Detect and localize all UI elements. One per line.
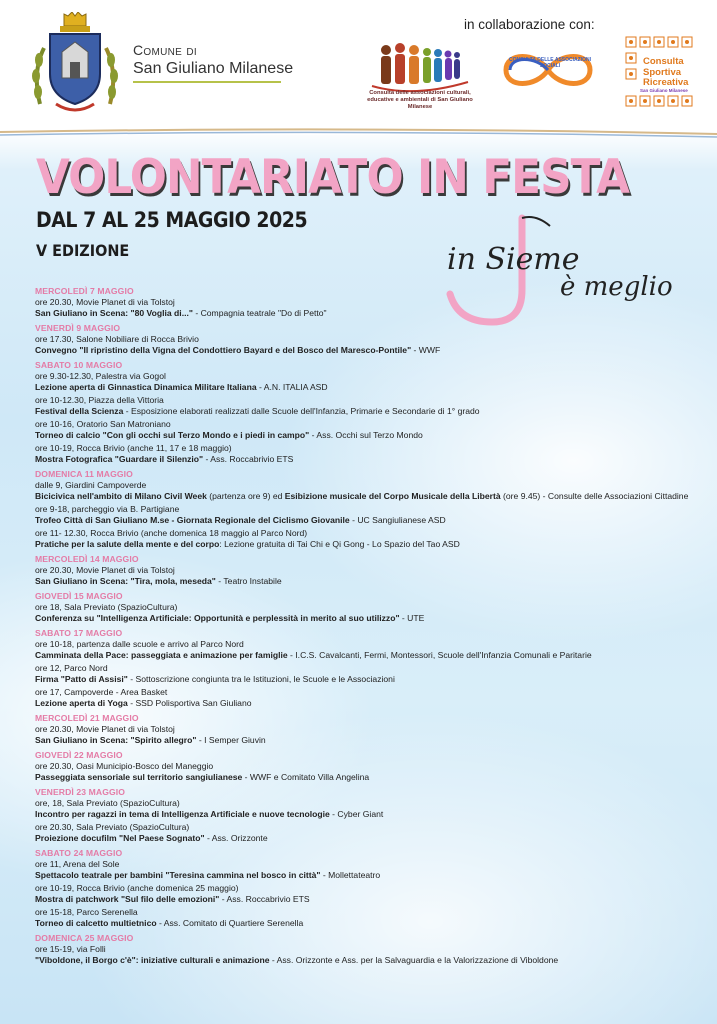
event-time-place: ore 11- 12.30, Rocca Brivio (anche domenica 18 maggio al Parco Nord) <box>35 528 308 538</box>
event-description <box>35 870 705 881</box>
event-time-place: ore 17.30, Salone Nobiliare di Rocca Brivio <box>35 334 199 344</box>
event-item <box>35 859 705 881</box>
event-item <box>35 639 705 661</box>
consulta-culturali-caption: Consulta delle associazioni culturali, educative e ambientali di San Giuliano Milanese <box>367 90 473 110</box>
day-block <box>35 628 705 709</box>
event-title: Trofeo Città di San Giuliano M.se - Giornata Regionale del Ciclismo Giovanile <box>35 515 350 525</box>
event-time-place: ore 20.30, Oasi Municipio-Bosco del Maneggio <box>35 761 214 771</box>
municipal-crest-icon <box>30 12 120 118</box>
event-organizer: - UC Sangiulianese ASD <box>349 515 446 525</box>
day-block <box>35 848 705 929</box>
comune-line1: Comune di <box>133 42 197 58</box>
event-description <box>35 430 705 441</box>
event-dates: DAL 7 AL 25 MAGGIO 2025 <box>36 208 308 232</box>
event-description <box>35 955 705 966</box>
event-title: Pratiche per la salute della mente e del corpo <box>35 539 220 549</box>
event-time-place: ore 10-16, Oratorio San Matroniano <box>35 419 171 429</box>
event-description <box>35 918 705 929</box>
event-title: Camminata della Pace: passeggiata e animazione per famiglie <box>35 650 288 660</box>
event-organizer: - Ass. Comitato di Quartiere Serenella <box>156 918 304 928</box>
event-description <box>35 539 705 550</box>
event-time-place: ore 20.30, Sala Previato (SpazioCultura) <box>35 822 190 832</box>
slogan-line2: è meglio <box>560 272 673 302</box>
event-time-place: ore 10-18, partenza dalle scuole e arrivo al Parco Nord <box>35 639 244 649</box>
header-divider <box>0 128 717 138</box>
event-item <box>35 724 705 746</box>
consulta-sportiva-name <box>643 57 688 89</box>
day-heading: SABATO 24 MAGGIO <box>35 848 123 858</box>
event-description <box>35 735 705 746</box>
event-time-place: ore 12, Parco Nord <box>35 663 108 673</box>
event-description <box>35 894 705 905</box>
event-title: Conferenza su "Intelligenza Artificiale: Opportunità e perplessità in merito al suo utilizzo" <box>35 613 400 623</box>
event-time-place: ore 18, Sala Previato (SpazioCultura) <box>35 602 178 612</box>
event-item <box>35 883 705 905</box>
day-block <box>35 554 705 587</box>
slogan-line1: in Sieme <box>447 242 580 277</box>
event-organizer: - I Semper Giuvin <box>196 735 266 745</box>
event-description <box>35 454 705 465</box>
consulta-sportiva-line3: Ricreativa <box>643 77 689 88</box>
comune-underline <box>133 81 281 83</box>
comune-line2: San Giuliano Milanese <box>133 60 294 77</box>
consulta-sportiva-line2: Sportiva <box>643 66 682 78</box>
event-item <box>35 395 705 417</box>
event-item <box>35 663 705 685</box>
event-title: Incontro per ragazzi in tema di Intelligenza Artificiale e nuove tecnologie <box>35 809 330 819</box>
event-organizer: - Ass. Orizzonte e Ass. per la Salvaguardia e la Valorizzazione di Viboldone <box>269 955 559 965</box>
event-description <box>35 674 705 685</box>
day-heading: SABATO 17 MAGGIO <box>35 628 123 638</box>
event-item <box>35 480 705 502</box>
day-block <box>35 323 705 356</box>
event-organizer: - Ass. Occhi sul Terzo Mondo <box>309 430 423 440</box>
event-item <box>35 565 705 587</box>
event-organizer: - Ass. Orizzonte <box>204 833 268 843</box>
event-time-place: ore 15-19, via Folli <box>35 944 106 954</box>
event-organizer: - UTE <box>399 613 425 623</box>
event-time-place: ore 17, Campoverde - Area Basket <box>35 687 168 697</box>
event-time-place: ore, 18, Sala Previato (SpazioCultura) <box>35 798 180 808</box>
day-heading: GIOVEDÌ 15 MAGGIO <box>35 591 123 601</box>
event-title: San Giuliano in Scena: "Spirito allegro" <box>35 735 197 745</box>
event-time-place: ore 10-19, Rocca Brivio (anche domenica 25 maggio) <box>35 883 239 893</box>
event-time-place: ore 10-12.30, Piazza della Vittoria <box>35 395 164 405</box>
event-description <box>35 650 705 661</box>
consulta-sportiva-sub: San Giuliano Milanese <box>640 88 688 93</box>
event-item <box>35 944 705 966</box>
event-time-place: dalle 9, Giardini Campoverde <box>35 480 147 490</box>
day-heading: DOMENICA 25 MAGGIO <box>35 933 134 943</box>
day-block <box>35 591 705 624</box>
event-organizer: - A.N. ITALIA ASD <box>256 382 328 392</box>
event-organizer: - WWF e Comitato Villa Angelina <box>242 772 370 782</box>
event-item <box>35 528 705 550</box>
consulta-sportiva-line1: Consulta <box>643 56 684 67</box>
event-organizer: - Ass. Roccabrivio ETS <box>203 454 294 464</box>
event-program <box>35 286 705 970</box>
event-description <box>35 698 705 709</box>
event-item <box>35 334 705 356</box>
event-organizer: (partenza ore 9) ed <box>206 491 285 501</box>
event-time-place: ore 9.30-12.30, Palestra via Gogol <box>35 371 166 381</box>
event-description <box>35 772 705 783</box>
event-description <box>35 809 705 820</box>
event-title: Convegno "Il ripristino della Vigna del Condottiero Bayard e del Bosco del Maresco-Pontile" <box>35 345 412 355</box>
event-time-place: ore 10-19, Rocca Brivio (anche 11, 17 e 18 maggio) <box>35 443 232 453</box>
event-description <box>35 382 705 393</box>
event-organizer: - SSD Polisportiva San Giuliano <box>127 698 252 708</box>
poster-title: VOLONTARIATO IN FESTA <box>36 150 630 205</box>
event-item <box>35 687 705 709</box>
event-time-place: ore 9-18, parcheggio via B. Partigiane <box>35 504 180 514</box>
day-heading: DOMENICA 11 MAGGIO <box>35 469 133 479</box>
event-description <box>35 613 705 624</box>
day-block <box>35 360 705 465</box>
day-block <box>35 787 705 844</box>
event-item <box>35 504 705 526</box>
event-organizer: - Cyber Giant <box>329 809 384 819</box>
event-item <box>35 602 705 624</box>
event-description <box>35 345 705 356</box>
event-item <box>35 297 705 319</box>
event-item <box>35 907 705 929</box>
event-title: Spettacolo teatrale per bambini "Teresina cammina nel bosco in città" <box>35 870 321 880</box>
day-heading: MERCOLEDÌ 21 MAGGIO <box>35 713 139 723</box>
event-description <box>35 491 705 502</box>
event-organizer: - Mollettateatro <box>320 870 381 880</box>
event-time-place: ore 20.30, Movie Planet di via Tolstoj <box>35 724 175 734</box>
event-time-place: ore 20.30, Movie Planet di via Tolstoj <box>35 297 175 307</box>
event-description <box>35 576 705 587</box>
event-title: Torneo di calcio "Con gli occhi sul Terzo Mondo e i piedi in campo" <box>35 430 310 440</box>
header <box>0 0 717 135</box>
consulta-sociali-caption: CONSULTA DELLE ASSOCIAZIONI SOCIALI <box>509 57 591 69</box>
event-title: Mostra di patchwork "Sul filo delle emozioni" <box>35 894 220 904</box>
event-organizer: - Teatro Instabile <box>215 576 282 586</box>
event-organizer: - WWF <box>411 345 441 355</box>
day-heading: SABATO 10 MAGGIO <box>35 360 123 370</box>
event-title: Lezione aperta di Ginnastica Dinamica Militare Italiana <box>35 382 257 392</box>
event-description <box>35 406 705 417</box>
event-item <box>35 761 705 783</box>
event-item <box>35 822 705 844</box>
day-block <box>35 713 705 746</box>
event-title: "Viboldone, il Borgo c'è": iniziative culturali e animazione <box>35 955 270 965</box>
event-item <box>35 798 705 820</box>
event-title: Festival della Scienza <box>35 406 124 416</box>
event-organizer: - Sottoscrizione congiunta tra le Istituzioni, le Scuole e le Associazioni <box>127 674 395 684</box>
day-block <box>35 286 705 319</box>
event-title: Esibizione musicale del Corpo Musicale della Libertà <box>284 491 501 501</box>
event-organizer: : Lezione gratuita di Tai Chi e Qi Gong - Lo Spazio del Tao ASD <box>219 539 460 549</box>
collaboration-label: in collaborazione con: <box>464 17 595 32</box>
edition-label: V EDIZIONE <box>36 241 130 260</box>
event-item <box>35 371 705 393</box>
day-heading: VENERDÌ 23 MAGGIO <box>35 787 126 797</box>
event-organizer: - Ass. Roccabrivio ETS <box>219 894 310 904</box>
event-description <box>35 308 705 319</box>
day-block <box>35 750 705 783</box>
event-description <box>35 515 705 526</box>
event-description <box>35 833 705 844</box>
event-title: Proiezione docufilm "Nel Paese Sognato" <box>35 833 205 843</box>
event-title: Bicicivica nell'ambito di Milano Civil Week <box>35 491 207 501</box>
day-block <box>35 469 705 550</box>
day-heading: MERCOLEDÌ 7 MAGGIO <box>35 286 134 296</box>
event-time-place: ore 11, Arena del Sole <box>35 859 120 869</box>
event-organizer: (ore 9.45) - Consulte delle Associazioni Cittadine <box>500 491 689 501</box>
event-organizer: - Esposizione elaborati realizzati dalle Scuole dell'Infanzia, Primarie e Secondarie di 1° grado <box>123 406 480 416</box>
day-block <box>35 933 705 966</box>
comune-name <box>133 42 293 83</box>
event-title: San Giuliano in Scena: "Tira, mola, meseda" <box>35 576 216 586</box>
day-heading: MERCOLEDÌ 14 MAGGIO <box>35 554 139 564</box>
event-title: San Giuliano in Scena: "80 Voglia di..." <box>35 308 193 318</box>
day-heading: GIOVEDÌ 22 MAGGIO <box>35 750 123 760</box>
day-heading: VENERDÌ 9 MAGGIO <box>35 323 121 333</box>
event-organizer: - I.C.S. Cavalcanti, Fermi, Montessori, Scuole dell'Infanzia Comunali e Paritarie <box>287 650 592 660</box>
event-time-place: ore 15-18, Parco Serenella <box>35 907 138 917</box>
event-organizer: - Compagnia teatrale "Do di Petto" <box>192 308 327 318</box>
event-title: Passeggiata sensoriale sul territorio sangiulianese <box>35 772 243 782</box>
event-item <box>35 443 705 465</box>
event-title: Lezione aperta di Yoga <box>35 698 128 708</box>
event-time-place: ore 20.30, Movie Planet di via Tolstoj <box>35 565 175 575</box>
event-title: Torneo di calcetto multietnico <box>35 918 157 928</box>
event-item <box>35 419 705 441</box>
event-title: Mostra Fotografica "Guardare il Silenzio" <box>35 454 204 464</box>
event-title: Firma "Patto di Assisi" <box>35 674 128 684</box>
